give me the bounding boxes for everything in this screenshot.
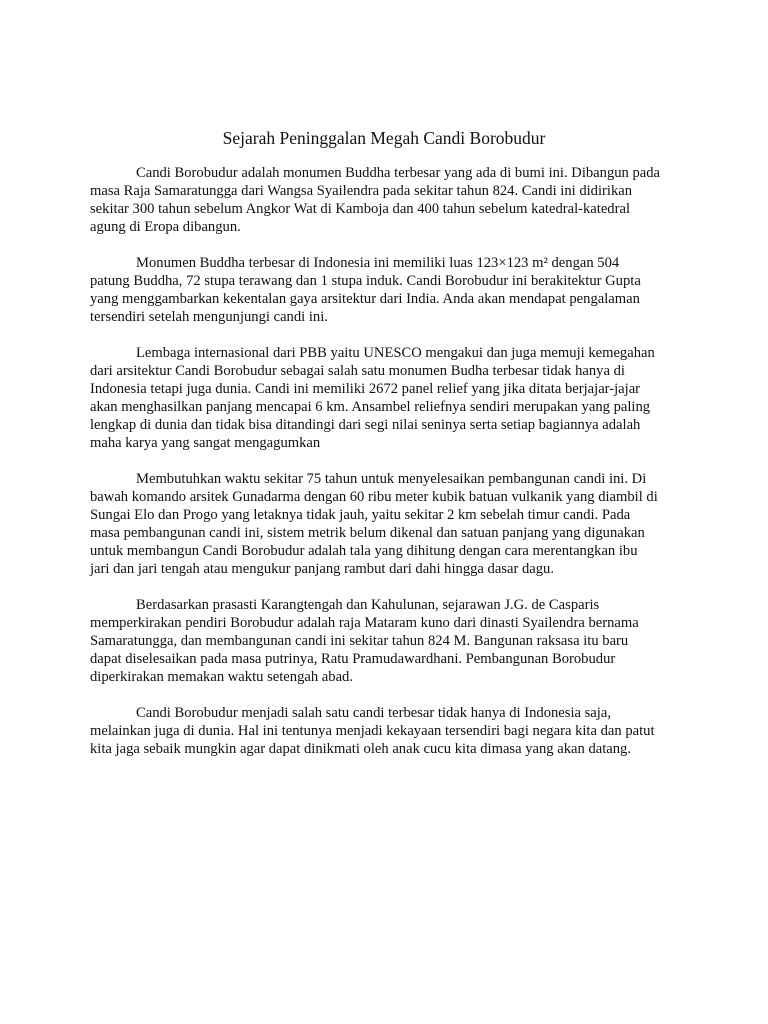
- paragraph-3: Lembaga internasional dari PBB yaitu UNESCO mengakui dan juga memuji kemegahan dari arsitektur Candi Borobudur sebagai salah satu monumen Budha terbesar tidak hanya di Indonesia tetapi juga dunia. Candi ini memiliki 2672 panel relief yang jika ditata berjajar-jajar akan menghasilkan panjang mencapai 6 km. Ansambel reliefnya sendiri merupakan yang paling lengkap di dunia dan tidak bisa ditandingi dari segi nilai seninya serta setiap bagiannya adalah maha karya yang sangat mengagumkan: [90, 345, 655, 451]
- document-title: Sejarah Peninggalan Megah Candi Borobudur: [222, 128, 546, 148]
- document-body: [90, 164, 690, 776]
- paragraph-6: Candi Borobudur menjadi salah satu candi terbesar tidak hanya di Indonesia saja, melainkan juga di dunia. Hal ini tentunya menjadi kekayaan tersendiri bagi negara kita dan patut kita jaga sebaik mungkin agar dapat dinikmati oleh anak cucu kita dimasa yang akan datang.: [90, 705, 655, 757]
- paragraph-5: Berdasarkan prasasti Karangtengah dan Kahulunan, sejarawan J.G. de Casparis memperkirakan pendiri Borobudur adalah raja Mataram kuno dari dinasti Syailendra bernama Samaratungga, dan membangunan candi ini sekitar tahun 824 M. Bangunan raksasa itu baru dapat diselesaikan pada masa putrinya, Ratu Pramudawardhani. Pembangunan Borobudur diperkirakan memakan waktu setengah abad.: [90, 597, 639, 685]
- paragraph-1: Candi Borobudur adalah monumen Buddha terbesar yang ada di bumi ini. Dibangun pada masa Raja Samaratungga dari Wangsa Syailendra pada sekitar tahun 824. Candi ini didirikan sekitar 300 tahun sebelum Angkor Wat di Kamboja dan 400 tahun sebelum katedral-katedral agung di Eropa dibangun.: [90, 165, 661, 235]
- paragraph-2: Monumen Buddha terbesar di Indonesia ini memiliki luas 123×123 m² dengan 504 patung Buddha, 72 stupa terawang dan 1 stupa induk. Candi Borobudur ini berakitektur Gupta yang menggambarkan kekentalan gaya arsitektur dari India. Anda akan mendapat pengalaman tersendiri setelah mengunjungi candi ini.: [90, 255, 641, 325]
- paragraph-4: Membutuhkan waktu sekitar 75 tahun untuk menyelesaikan pembangunan candi ini. Di bawah komando arsitek Gunadarma dengan 60 ribu meter kubik batuan vulkanik yang diambil di Sungai Elo dan Progo yang letaknya tidak jauh, yaitu sekitar 2 km sebelah timur candi. Pada masa pembangunan candi ini, sistem metrik belum dikenal dan satuan panjang yang digunakan untuk membangun Candi Borobudur adalah tala yang dihitung dengan cara merentangkan ibu jari dan jari tengah atau mengukur panjang rambut dari dahi hingga dasar dagu.: [90, 471, 658, 577]
